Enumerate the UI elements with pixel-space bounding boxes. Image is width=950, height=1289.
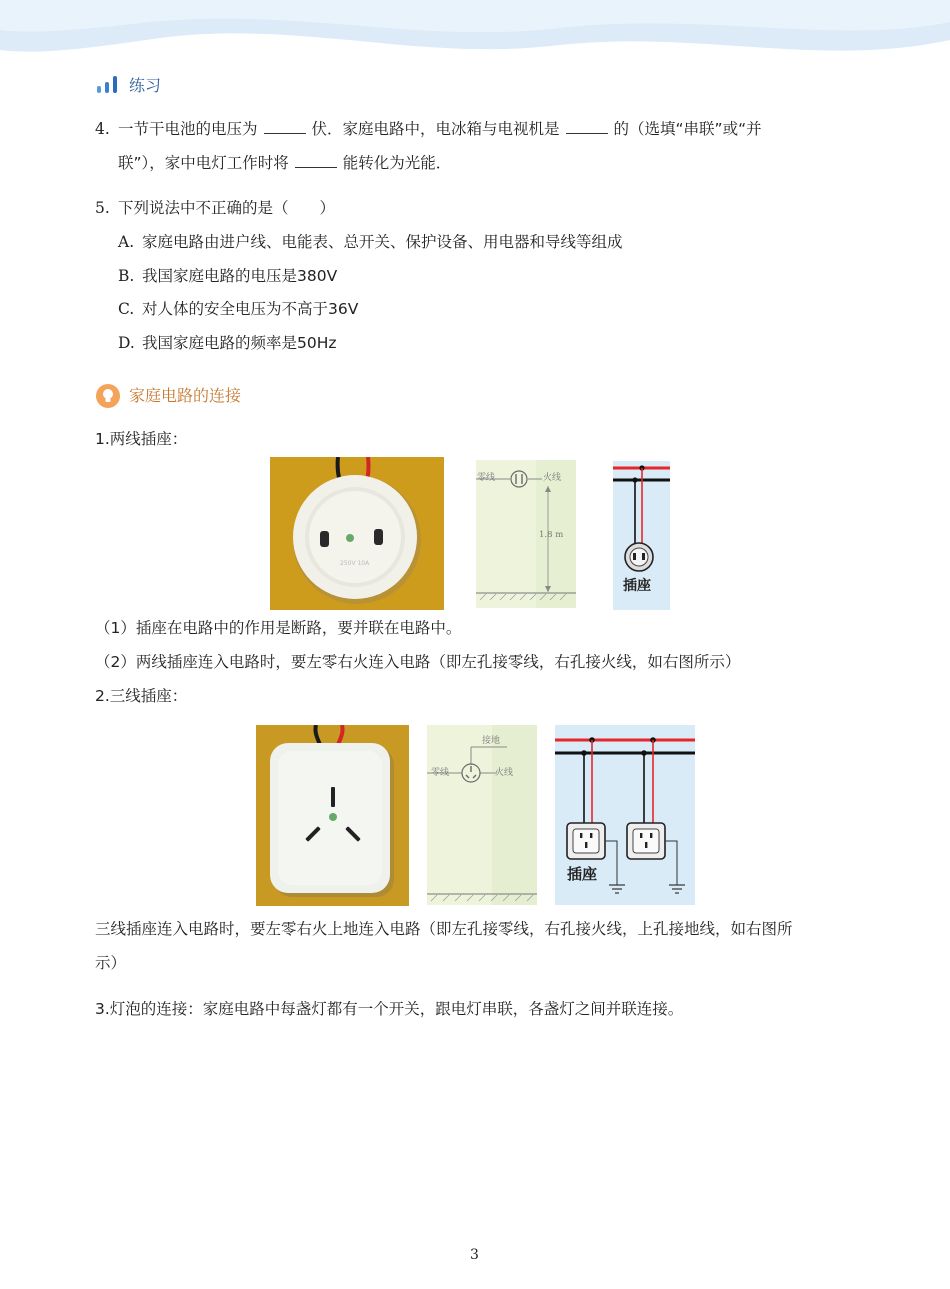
three-wire-note-line-2: 示） xyxy=(95,954,127,972)
q4-text-d: 联”），家中电灯工作时将 xyxy=(118,154,289,172)
three-wire-title: 2.三线插座： xyxy=(95,687,188,705)
q4-text-b: 伏．家庭电路中，电冰箱与电视机是 xyxy=(311,120,560,138)
q4-blank-3 xyxy=(295,153,337,168)
option-d-text: 我国家庭电路的频率是50Hz xyxy=(142,334,337,352)
three-wire-ground-label: 接地 xyxy=(482,736,501,746)
three-wire-label-diagram xyxy=(427,725,537,905)
q4-blank-1 xyxy=(264,119,306,134)
two-wire-wiring-diagram xyxy=(613,461,670,610)
two-wire-height-label: 1.8 m xyxy=(539,530,564,540)
three-wire-socket-caption: 插座 xyxy=(567,865,598,883)
three-wire-neutral-label: 零线 xyxy=(431,768,450,778)
svg-text:250V 10A: 250V 10A xyxy=(340,560,370,567)
question-5-stem: 下列说法中不正确的是（ ） xyxy=(118,199,336,217)
three-wire-wiring-diagram xyxy=(555,725,695,905)
option-a-text: 家庭电路由进户线、电能表、总开关、保护设备、用电器和导线等组成 xyxy=(142,233,623,251)
two-wire-height-diagram xyxy=(476,460,576,608)
option-c-label: C. xyxy=(118,300,135,318)
two-wire-live-label: 火线 xyxy=(543,473,562,483)
two-wire-note-2: （2）两线插座连入电路时，要左零右火连入电路（即左孔接零线，右孔接火线，如右图所示） xyxy=(95,653,741,671)
question-4-line-2 xyxy=(118,152,451,174)
question-4-number: 4. xyxy=(95,120,110,138)
three-wire-live-label: 火线 xyxy=(495,768,514,778)
two-wire-socket-caption: 插座 xyxy=(623,578,651,594)
three-wire-note-line-1: 三线插座连入电路时，要左零右火上地连入电路（即左孔接零线，右孔接火线，上孔接地线，如右图所 xyxy=(95,920,793,938)
option-b-text: 我国家庭电路的电压是380V xyxy=(142,267,338,285)
lightbulb-icon xyxy=(95,383,121,413)
section-heading: 家庭电路的连接 xyxy=(129,386,242,405)
bulb-connection-text: 3.灯泡的连接：家庭电路中每盏灯都有一个开关，跟电灯串联，各盏灯之间并联连接。 xyxy=(95,1000,684,1018)
two-wire-socket-photo xyxy=(270,457,444,610)
two-wire-neutral-label: 零线 xyxy=(477,473,496,483)
question-5-number: 5. xyxy=(95,199,110,217)
two-wire-title: 1.两线插座： xyxy=(95,430,188,448)
option-b-label: B. xyxy=(118,267,135,285)
practice-heading-icon xyxy=(96,75,120,99)
three-wire-socket-photo xyxy=(256,725,409,906)
question-4-line-1 xyxy=(118,118,762,140)
option-a-label: A. xyxy=(118,233,135,251)
q4-text-e: 能转化为光能． xyxy=(342,154,452,172)
option-c-text: 对人体的安全电压为不高于36V xyxy=(142,300,359,318)
practice-heading: 练习 xyxy=(129,76,162,95)
option-d-label: D. xyxy=(118,334,135,352)
q4-text-a: 一节干电池的电压为 xyxy=(118,120,258,138)
page-number: 3 xyxy=(470,1247,479,1263)
two-wire-note-1: （1）插座在电路中的作用是断路，要并联在电路中。 xyxy=(95,619,462,637)
header-wave-decoration xyxy=(0,0,950,70)
q4-blank-2 xyxy=(566,119,608,134)
q4-text-c: 的（选填“串联”或“并 xyxy=(613,120,762,138)
